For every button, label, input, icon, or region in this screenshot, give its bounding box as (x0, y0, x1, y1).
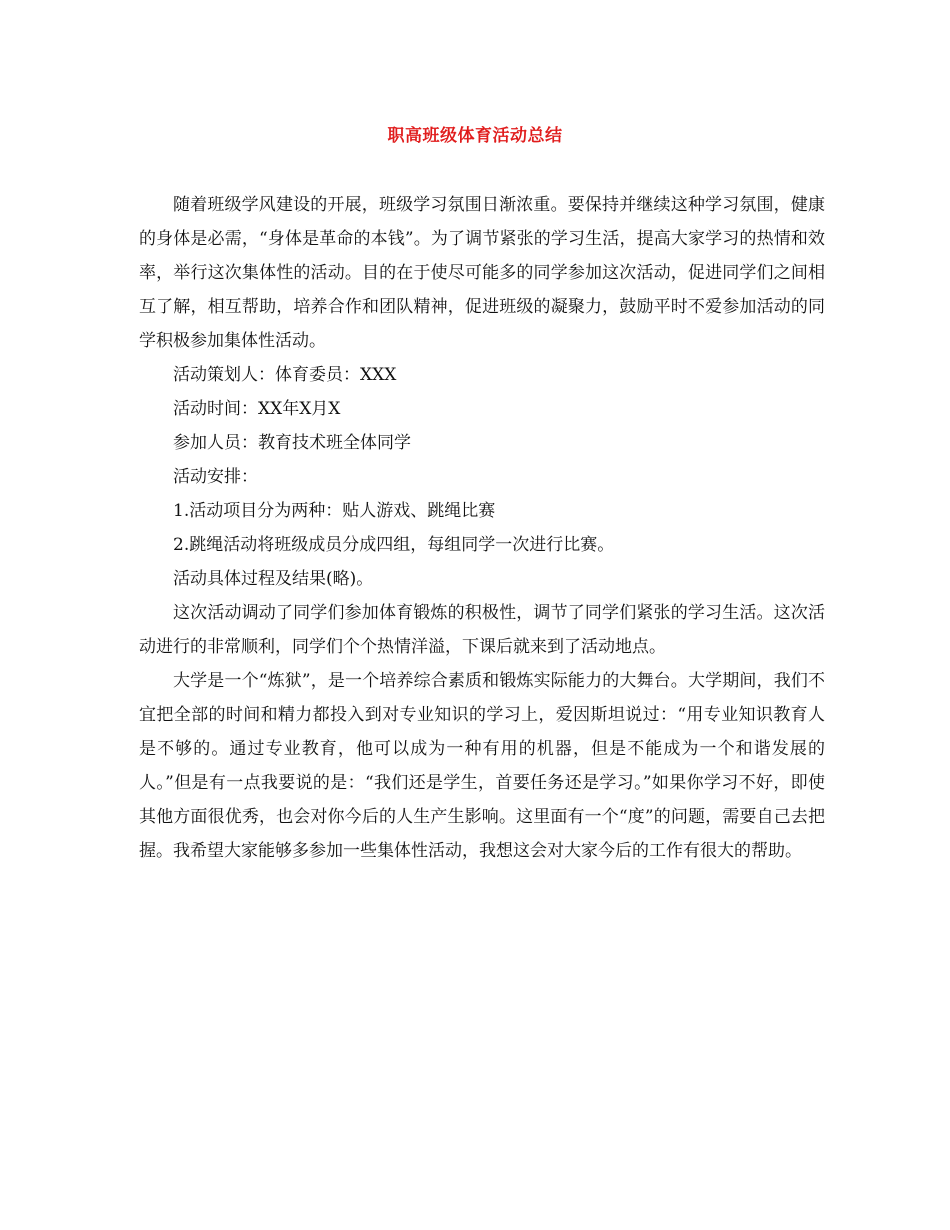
paragraph-intro: 随着班级学风建设的开展，班级学习氛围日渐浓重。要保持并继续这种学习氛围，健康的身体是必需，“身体是革命的本钱”。为了调节紧张的学习生活，提高大家学习的热情和效率，举行这次集体性的活动。目的在于使尽可能多的同学参加这次活动，促进同学们之间相互了解，相互帮助，培养合作和团队精神，促进班级的凝聚力，鼓励平时不爱参加活动的同学积极参加集体性活动。 (139, 195, 825, 351)
paragraph-process: 活动具体过程及结果(略)。 (173, 569, 374, 589)
paragraph-arrangement: 活动安排： (173, 467, 258, 487)
document-body (139, 188, 825, 868)
paragraph-item-1: 1.活动项目分为两种：贴人游戏、跳绳比赛 (173, 501, 496, 521)
paragraph-item-2: 2.跳绳活动将班级成员分成四组，每组同学一次进行比赛。 (173, 535, 615, 555)
paragraph-effect: 这次活动调动了同学们参加体育锻炼的积极性，调节了同学们紧张的学习生活。这次活动进行的非常顺利，同学们个个热情洋溢，下课后就来到了活动地点。 (139, 603, 825, 657)
paragraph-participants: 参加人员：教育技术班全体同学 (173, 433, 411, 453)
document-title: 职高班级体育活动总结 (387, 126, 563, 146)
paragraph-time: 活动时间：XX年X月X (173, 399, 341, 419)
paragraph-planner: 活动策划人：体育委员：XXX (173, 365, 397, 385)
paragraph-conclusion: 大学是一个“炼狱”，是一个培养综合素质和锻炼实际能力的大舞台。大学期间，我们不宜把全部的时间和精力都投入到对专业知识的学习上，爱因斯坦说过：“用专业知识教育人是不够的。通过专业教育，他可以成为一种有用的机器，但是不能成为一个和谐发展的人。”但是有一点我要说的是：“我们还是学生，首要任务还是学习。”如果你学习不好，即使其他方面很优秀，也会对你今后的人生产生影响。这里面有一个“度”的问题，需要自己去把握。我希望大家能够多参加一些集体性活动，我想这会对大家今后的工作有很大的帮助。 (139, 671, 825, 861)
